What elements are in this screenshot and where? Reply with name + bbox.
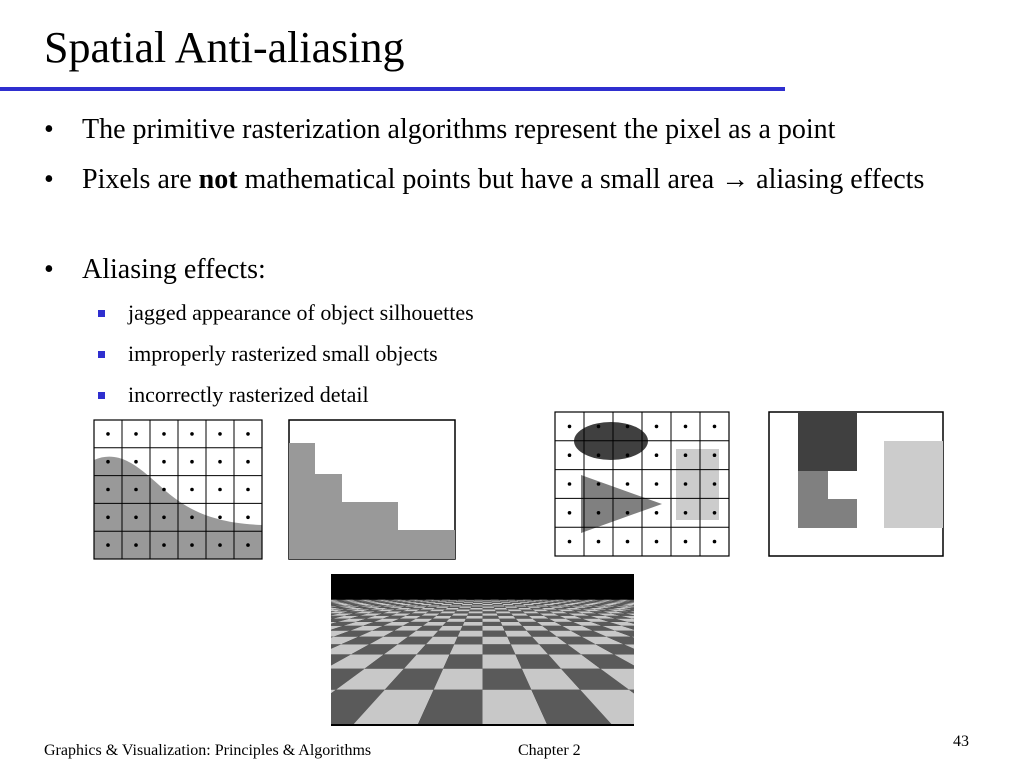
bullet-text-part: mathematical points but have a small area: [237, 164, 722, 195]
bullet-text-bold: not: [198, 164, 238, 195]
pixel-center-dot: [106, 432, 110, 436]
pixel-center-dot: [713, 540, 717, 544]
sub-bullet-text: incorrectly rasterized detail: [128, 382, 369, 407]
pixel-center-dot: [106, 516, 110, 520]
pixel-center-dot: [568, 482, 572, 486]
checker-tile: [513, 604, 525, 605]
pixel-center-dot: [655, 482, 659, 486]
pixel-center-dot: [655, 453, 659, 457]
checker-tile: [483, 626, 505, 631]
checker-tile: [454, 637, 482, 645]
checker-tile: [497, 613, 514, 615]
checker-tile: [510, 602, 521, 603]
checker-tile: [463, 603, 474, 604]
pixel-center-dot: [684, 511, 688, 515]
square-bullet-icon: [98, 392, 105, 399]
sub-bullet-text: jagged appearance of object silhouettes: [128, 300, 474, 325]
checker-tile: [498, 616, 516, 619]
pixel-center-dot: [190, 432, 194, 436]
checker-tile: [483, 644, 516, 654]
checker-tile: [483, 622, 503, 626]
checker-tile: [483, 602, 493, 603]
checker-tile: [471, 605, 482, 606]
bullet-text: Aliasing effects:: [82, 254, 266, 285]
checker-tile: [495, 610, 509, 612]
checker-tile: [463, 622, 483, 626]
checker-tile: [458, 608, 471, 610]
checker-tile: [494, 608, 507, 610]
checker-tile: [483, 604, 494, 605]
square-bullet-icon: [98, 351, 105, 358]
checker-tile: [473, 602, 483, 603]
pixel-center-dot: [218, 432, 222, 436]
checker-tile: [440, 604, 452, 605]
pixel-center-dot: [626, 511, 630, 515]
bullet-text: [82, 162, 1012, 198]
pixel-center-dot: [626, 540, 630, 544]
checker-tile: [452, 613, 469, 615]
pixel-center-dot: [597, 453, 601, 457]
checker-tile: [506, 608, 520, 610]
checker-tile: [491, 601, 501, 602]
checker-tile: [468, 611, 482, 613]
pixel-center-dot: [246, 543, 250, 547]
checker-tile: [473, 603, 483, 604]
pixel-center-dot: [190, 516, 194, 520]
pixel-center-dot: [162, 460, 166, 464]
checker-tile: [499, 600, 508, 601]
checker-tile: [460, 605, 472, 606]
checker-tile: [467, 613, 482, 615]
checker-tile: [443, 622, 465, 626]
checker-tile: [469, 610, 482, 612]
checker-tile: [474, 600, 482, 601]
checker-tile: [443, 603, 454, 604]
pixel-grid-objects-figure: [554, 411, 730, 557]
checker-tile: [446, 601, 456, 602]
checker-tile: [445, 608, 459, 610]
checker-tile: [466, 616, 483, 619]
checker-tile: [493, 605, 505, 606]
pixel-center-dot: [246, 488, 250, 492]
page-number: 43: [953, 733, 969, 750]
checker-tile: [496, 611, 511, 613]
right-arrow-icon: →: [721, 164, 750, 195]
pixel-center-dot: [597, 482, 601, 486]
sub-bullet-text: improperly rasterized small objects: [128, 341, 438, 366]
checker-tile: [494, 607, 506, 608]
pixel-center-dot: [190, 543, 194, 547]
checker-tile: [508, 610, 523, 612]
checker-tile: [455, 601, 465, 602]
bullet-dot-icon: •: [44, 164, 54, 195]
gray-triangle: [581, 475, 662, 533]
checker-tile: [449, 605, 461, 606]
bullet-text: The primitive rasterization algorithms represent the pixel as a point: [82, 114, 836, 145]
pixel-center-dot: [684, 540, 688, 544]
pixel-center-dot: [568, 511, 572, 515]
pixel-center-dot: [106, 488, 110, 492]
checker-tile: [483, 608, 496, 610]
pixel-center-dot: [246, 432, 250, 436]
footer-book-title: Graphics & Visualization: Principles & Algorithms: [44, 742, 372, 759]
checker-tile: [483, 613, 498, 615]
pixel-center-dot: [106, 460, 110, 464]
pixel-center-dot: [134, 432, 138, 436]
checker-tile: [491, 600, 500, 601]
checker-tile: [505, 607, 518, 608]
pixel-center-dot: [568, 425, 572, 429]
checker-tile: [460, 626, 482, 631]
pixel-center-dot: [134, 543, 138, 547]
pixel-center-dot: [162, 516, 166, 520]
checker-tile: [447, 607, 460, 608]
checker-tile: [463, 602, 473, 603]
checker-tile: [492, 602, 502, 603]
checkerboard-tiles: [331, 600, 634, 724]
checker-tile: [464, 619, 482, 622]
bullet-text-part: aliasing effects: [749, 164, 925, 195]
footer-chapter: Chapter 2: [518, 742, 581, 759]
pixel-center-dot: [713, 453, 717, 457]
checker-tile: [450, 644, 483, 654]
pixel-center-dot: [626, 425, 630, 429]
checker-tile: [491, 600, 500, 601]
checker-tile: [483, 611, 497, 613]
pixel-center-dot: [246, 460, 250, 464]
checker-tile: [504, 605, 516, 606]
checker-tile: [483, 607, 495, 608]
checker-tile: [464, 601, 474, 602]
light-rectangle: [676, 449, 719, 520]
pixel-center-dot: [190, 488, 194, 492]
checker-tile: [454, 602, 464, 603]
pixel-grid-curve-figure: [93, 419, 263, 561]
rasterized-objects-figure: [768, 411, 944, 557]
pixel-center-dot: [655, 540, 659, 544]
pixel-center-dot: [246, 516, 250, 520]
pixel-center-dot: [713, 482, 717, 486]
pixel-center-dot: [684, 425, 688, 429]
pixel-center-dot: [134, 488, 138, 492]
checker-tile: [453, 603, 464, 604]
checker-tile: [483, 601, 492, 602]
checker-tile: [515, 600, 525, 601]
checker-tile: [483, 600, 491, 601]
pixel-center-dot: [568, 453, 572, 457]
pixel-center-dot: [597, 511, 601, 515]
checker-tile: [440, 611, 456, 613]
jagged-staircase-figure: [288, 419, 456, 560]
checker-tile: [501, 622, 523, 626]
pixel-center-dot: [684, 482, 688, 486]
pixel-center-dot: [655, 511, 659, 515]
pixel-center-dot: [218, 460, 222, 464]
checker-tile: [502, 603, 513, 604]
light-block: [884, 441, 943, 528]
checker-tile: [499, 600, 508, 601]
checker-tile: [511, 603, 522, 604]
pixel-center-dot: [655, 425, 659, 429]
checkerboard-perspective-figure: [331, 574, 634, 726]
pixel-center-dot: [162, 432, 166, 436]
checker-tile: [483, 600, 492, 601]
bullet-dot-icon: •: [44, 254, 54, 285]
checker-tile: [449, 600, 458, 601]
slide-title: Spatial Anti-aliasing: [44, 23, 405, 72]
checker-tile: [443, 654, 482, 668]
checker-tile: [492, 603, 503, 604]
pixel-center-dot: [597, 540, 601, 544]
checker-tile: [483, 619, 501, 622]
checker-tile: [451, 604, 463, 605]
checker-tile: [446, 619, 466, 622]
checker-tile: [493, 604, 504, 605]
checker-tile: [454, 611, 469, 613]
checker-tile: [483, 631, 508, 637]
checker-tile: [501, 602, 511, 603]
checker-tile: [499, 619, 519, 622]
pixel-center-dot: [626, 482, 630, 486]
checker-tile: [507, 600, 516, 601]
title-underline: [0, 87, 785, 91]
checker-tile: [509, 611, 525, 613]
checker-tile: [483, 610, 496, 612]
checker-tile: [483, 654, 522, 668]
checker-tile: [483, 616, 500, 619]
pixel-center-dot: [626, 453, 630, 457]
checker-tile: [472, 604, 483, 605]
pixel-center-dot: [597, 425, 601, 429]
checker-tile: [483, 605, 494, 606]
pixel-center-dot: [713, 425, 717, 429]
bullet-text-part: Pixels are: [82, 164, 199, 195]
pixel-center-dot: [134, 516, 138, 520]
checker-tile: [500, 601, 510, 602]
checker-tile: [456, 610, 470, 612]
checker-tile: [462, 604, 473, 605]
pixel-center-dot: [684, 453, 688, 457]
checker-tile: [483, 603, 493, 604]
pixel-center-dot: [218, 488, 222, 492]
pixel-center-dot: [218, 516, 222, 520]
checker-tile: [458, 631, 483, 637]
checker-tile: [458, 600, 467, 601]
square-bullet-icon: [98, 310, 105, 317]
checker-tile: [444, 602, 455, 603]
checker-tile: [459, 607, 471, 608]
checker-tile: [441, 600, 451, 601]
pixel-center-dot: [162, 488, 166, 492]
pixel-center-dot: [713, 511, 717, 515]
pixel-center-dot: [190, 460, 194, 464]
pixel-center-dot: [218, 543, 222, 547]
checker-tile: [465, 600, 474, 601]
checker-tile: [456, 600, 465, 601]
dark-block: [798, 412, 857, 471]
checker-tile: [473, 601, 482, 602]
pixel-center-dot: [134, 460, 138, 464]
pixel-center-dot: [106, 543, 110, 547]
pixel-center-dot: [568, 540, 572, 544]
checker-tile: [483, 637, 511, 645]
checker-tile: [470, 608, 483, 610]
checker-tile: [466, 600, 475, 601]
checker-tile: [509, 601, 519, 602]
checker-tile: [448, 600, 458, 601]
pixel-center-dot: [162, 543, 166, 547]
checker-tile: [443, 610, 458, 612]
bullet-dot-icon: •: [44, 114, 54, 145]
checker-tile: [471, 607, 483, 608]
checker-tile: [449, 616, 467, 619]
checker-tile: [508, 600, 518, 601]
checker-tile: [503, 604, 515, 605]
checker-tile: [474, 600, 483, 601]
